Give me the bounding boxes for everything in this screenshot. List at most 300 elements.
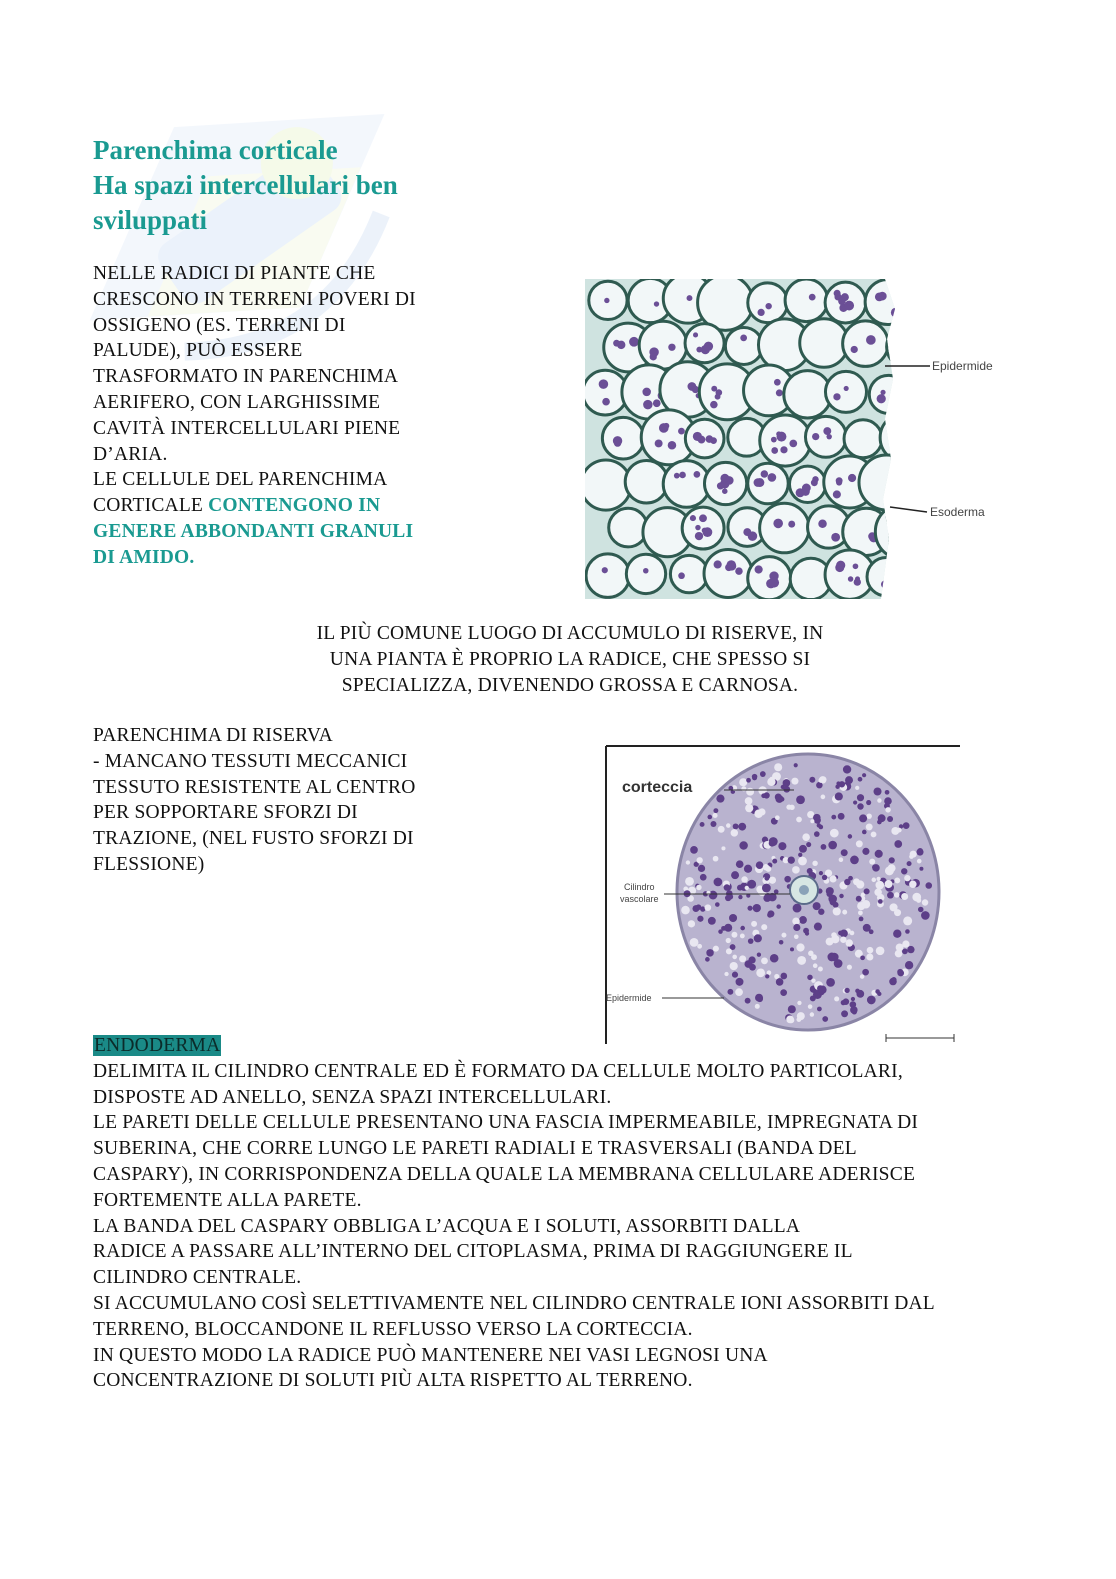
tissue-cell [811,978,815,982]
starch-granule [836,479,842,485]
tissue-cell [885,807,890,812]
label-corteccia: corteccia [622,779,693,796]
tissue-cell [894,878,900,884]
tissue-cell [887,816,893,822]
tissue-cell [796,795,805,804]
reserve-paragraph [270,621,870,698]
cell-shape [784,371,831,418]
tissue-cell [747,906,752,911]
tissue-cell [877,798,881,802]
starch-granule [668,441,677,450]
tissue-cell [869,859,875,865]
tissue-cell [797,1001,801,1005]
tissue-cell [821,795,826,800]
starch-granule [833,490,841,498]
tissue-cell [761,793,766,798]
starch-granule [844,301,854,311]
starch-granule [674,473,680,479]
tissue-cell [751,921,757,927]
tissue-cell [921,911,930,920]
tissue-cell [681,906,690,915]
tissue-cell [797,1012,805,1020]
section-heading [93,133,398,238]
tissue-cell [697,944,702,949]
tissue-cell [843,998,850,1005]
tissue-cell [885,790,890,795]
tissue-cell [716,795,724,803]
tissue-cell [848,834,853,839]
tissue-cell [896,943,904,951]
tissue-cell [756,861,764,869]
tissue-cell [736,860,744,868]
tissue-cell [876,877,880,881]
starch-granule [727,562,736,571]
tissue-cell [803,928,809,934]
starch-granule [642,388,651,397]
tissue-cell [774,889,779,894]
tissue-cell [905,961,913,969]
tissue-cell [724,924,732,932]
text-line: LA BANDA DEL CASPARY OBBLIGA L’ACQUA E I SOLUTI, ASSORBITI DALLA [93,1215,801,1237]
tissue-cell [818,909,824,915]
starch-granule [836,561,845,570]
text-line: OSSIGENO (ES. TERRENI DI [93,314,346,336]
tissue-cell [857,794,864,801]
tissue-cell [790,947,794,951]
text-line: CONCENTRAZIONE DI SOLUTI PIÙ ALTA RISPETTO AL TERRENO. [93,1370,693,1392]
starch-granule [851,346,858,353]
tissue-cell [756,968,765,977]
tissue-cell [850,1006,858,1014]
starch-granule [896,445,904,453]
text-line: FLESSIONE) [93,853,205,875]
starch-granule [844,386,849,391]
tissue-cell [799,845,807,853]
tissue-cell [831,815,836,820]
heading-line: Ha spazi intercellulari ben [93,170,398,200]
tissue-cell [762,884,771,893]
cell-shape [865,280,910,325]
tissue-cell [891,977,896,982]
starch-granule [866,335,876,345]
tissue-cell [842,910,847,915]
tissue-cell [726,823,731,828]
tissue-cell [822,875,827,880]
tissue-cell [780,973,787,980]
tissue-cell [685,877,694,886]
tissue-cell [858,910,863,915]
starch-granule [602,567,608,573]
cell-shape [869,375,907,413]
text-line: SPECIALIZZA, DIVENENDO GROSSA E CARNOSA. [341,674,799,696]
tissue-cell [745,797,753,805]
tissue-cell [813,902,821,910]
tissue-cell [860,974,865,979]
tissue-cell [874,888,882,896]
tissue-cell [894,840,902,848]
tissue-cell [859,814,867,822]
tissue-cell [925,882,932,889]
tissue-cell [713,813,718,818]
tissue-cell [840,937,846,943]
tissue-cell [786,1016,794,1024]
starch-granule [761,470,768,477]
starch-granule [701,345,710,354]
starch-granule [875,292,884,301]
tissue-cell [714,878,723,887]
tissue-cell [839,781,845,787]
tissue-cell [710,821,716,827]
cell-shape [704,549,752,597]
tissue-cell [826,887,834,895]
tissue-cell [872,864,877,869]
tissue-cell [794,763,798,767]
cell-shape [859,455,914,510]
tissue-cell [843,765,851,773]
label-cilindro: Cilindro [624,882,655,892]
starch-granule [629,337,639,347]
tissue-cell [764,876,769,881]
starch-granule [848,576,853,581]
label-vascolare: vascolare [620,894,659,904]
starch-granule [853,563,859,569]
tissue-cell [828,954,835,961]
starch-granule [706,435,714,443]
tissue-cell [863,924,871,932]
starch-granule [880,390,885,395]
tissue-cell [878,899,883,904]
tissue-cell [901,893,908,900]
text-line: CASPARY), IN CORRISPONDENZA DELLA QUALE LA MEMBRANA CELLULARE ADERISCE [93,1163,916,1185]
starch-granule [659,423,669,433]
tissue-cell [799,916,807,924]
tissue-cell [810,819,814,823]
intro-paragraph [93,261,416,571]
text-line: SI ACCUMULANO COSÌ SELETTIVAMENTE NEL CILINDRO CENTRALE IONI ASSORBITI DAL [93,1292,935,1314]
tissue-cell [700,822,705,827]
tissue-cell [812,861,817,866]
tissue-cell [708,917,716,925]
starch-granule [643,568,649,574]
tissue-cell [696,904,702,910]
tissue-cell [838,813,845,820]
text-line: IN QUESTO MODO LA RADICE PUÒ MANTENERE NEI VASI LEGNOSI UNA [93,1344,768,1366]
tissue-cell [875,881,884,890]
tissue-cell [910,851,917,858]
tissue-cell [909,881,916,888]
text-line: - MANCANO TESSUTI MECCANICI [93,750,408,772]
tissue-cell [791,778,798,785]
tissue-cell [878,814,886,822]
starch-granule [690,515,696,521]
tissue-cell [798,857,807,866]
tissue-cell [738,823,746,831]
starch-granule [912,427,917,432]
cell-shape [785,279,828,322]
cell-shape [844,420,882,458]
starch-granule [655,439,663,447]
tissue-cell [857,902,865,910]
tissue-cell [903,822,910,829]
highlight-line: GENERE ABBONDANTI GRANULI [93,520,414,542]
tissue-cell [705,957,710,962]
tissue-cell [816,782,822,788]
text-line: DISPOSTE AD ANELLO, SENZA SPAZI INTERCELLULARI. [93,1086,612,1108]
tissue-cell [857,803,863,809]
tissue-cell [736,978,744,986]
tissue-cell [807,868,813,874]
tissue-cell [738,895,742,899]
text-line: PER SOPPORTARE SFORZI DI [93,802,358,824]
tissue-cell [724,972,728,976]
highlight-text: CONTENGONO IN [208,495,381,517]
tissue-cell [713,808,718,813]
tissue-cell [745,886,749,890]
text-line: FORTEMENTE ALLA PARETE. [93,1189,362,1211]
tissue-cell [802,833,810,841]
tissue-cell [813,963,818,968]
tissue-cell [838,931,843,936]
cell-shape [625,460,668,503]
tissue-cell [850,856,859,865]
tissue-cell [891,827,899,835]
tissue-cell [732,972,738,978]
tissue-cell [846,939,853,946]
tissue-cell [896,931,901,936]
tissue-cell [739,778,747,786]
cell-shape [748,557,791,599]
text-line: TERRENO, BLOCCANDONE IL REFLUSSO VERSO LA CORTECCIA. [93,1318,693,1340]
tissue-cell [818,985,826,993]
starch-granule [780,446,787,453]
tissue-cell [830,899,837,906]
tissue-cell [793,924,800,931]
tissue-cell [814,831,820,837]
tissue-cell [797,956,806,965]
starch-granule [604,298,609,303]
tissue-cell [763,894,771,902]
tissue-cell [735,988,743,996]
tissue-cell [739,841,748,850]
tissue-cell [746,778,751,783]
tissue-cell [907,861,912,866]
starch-granule [831,533,840,542]
tissue-cell [853,801,857,805]
tissue-cell [872,878,877,883]
starch-granule [826,434,831,439]
tissue-cell [839,894,843,898]
text-line: PALUDE), PUÒ ESSERE [93,340,303,362]
tissue-cell [775,815,780,820]
tissue-cell [686,860,690,864]
text-line: PARENCHIMA DI RISERVA [93,725,333,746]
starch-granule [649,347,658,356]
starch-granule [668,344,675,351]
cell-shape [602,417,644,459]
tissue-cell [821,844,827,850]
tissue-cell [845,988,850,993]
cortical-parenchyma-micrograph [585,279,1005,599]
tissue-cell [796,817,802,823]
tissue-cell [877,992,881,996]
tissue-cell [715,902,720,907]
tissue-cell [698,865,705,872]
tissue-cell [792,866,800,874]
starch-granule [834,290,841,297]
starch-granule [679,472,686,479]
tissue-cell [907,946,914,953]
cell-shape [725,327,762,364]
tissue-cell [755,1004,760,1009]
starch-granule [735,567,743,575]
starch-granule [748,531,757,540]
tissue-cell [788,856,795,863]
tissue-cell [859,917,864,922]
tissue-cell [855,786,859,790]
tissue-cell [770,954,779,963]
cell-shape [867,558,905,596]
tissue-cell [748,956,755,963]
tissue-cell [780,989,787,996]
tissue-cell [697,857,703,863]
tissue-cell [798,853,802,857]
starch-granule [754,478,763,487]
tissue-cell [894,892,900,898]
reserve-parenchyma-text [93,723,416,878]
tissue-cell [761,957,768,964]
tissue-cell [813,814,821,822]
tissue-cell [841,1010,848,1017]
tissue-cell [769,840,776,847]
tissue-cell [772,859,777,864]
starch-granule [777,432,787,442]
starch-granule [855,576,860,581]
tissue-cell [806,842,811,847]
tissue-cell [781,933,786,938]
starch-granule [695,532,703,540]
tissue-cell [828,841,837,850]
tissue-cell [765,866,771,872]
starch-granule [833,393,840,400]
tissue-cell [888,864,896,872]
tissue-cell [739,955,746,962]
tissue-cell [862,830,867,835]
tissue-cell [887,892,894,899]
highlight-line: DI AMIDO. [93,546,195,568]
heading-line: Parenchima corticale [93,135,338,165]
tissue-cell [871,832,877,838]
tissue-cell [848,876,853,881]
tissue-cell [765,974,769,978]
starch-granule [771,447,778,454]
starch-granule [895,337,902,344]
tissue-cell [713,856,719,862]
starch-granule [617,341,625,349]
tissue-cell [789,805,794,810]
tissue-cell [740,926,745,931]
starch-granule [654,301,659,306]
tissue-cell [696,885,701,890]
tissue-cell [810,1012,814,1016]
tissue-cell [889,857,895,863]
starch-granule [891,308,901,318]
text-line: CRESCONO IN TERRENI POVERI DI [93,288,416,310]
tissue-cell [776,904,781,909]
tissue-cell [778,842,786,850]
label-epidermide-2: Epidermide [606,993,652,1003]
tissue-cell [758,808,765,815]
starch-granule [720,474,729,483]
tissue-cell [822,1016,828,1022]
tissue-cell [847,965,852,970]
tissue-cell [867,947,874,954]
heading-line: sviluppati [93,205,208,235]
tissue-cell [808,1004,813,1009]
tissue-cell [826,978,835,987]
starch-granule [699,514,707,522]
tissue-cell [788,1005,796,1013]
tissue-cell [866,800,871,805]
tissue-cell [885,880,893,888]
cell-shape [586,554,630,598]
starch-granule [717,482,724,489]
starch-granule [769,578,779,588]
tissue-cell [740,934,745,939]
tissue-cell [776,978,784,986]
starch-granule [801,487,809,495]
tissue-cell [855,989,860,994]
cell-shape [843,321,889,367]
tissue-cell [856,840,863,847]
tissue-cell [748,938,754,944]
starch-granule [889,429,897,437]
cell-shape [800,319,848,367]
text-line: TRASFORMATO IN PARENCHIMA [93,366,399,388]
tissue-cell [831,935,839,943]
tissue-cell [767,912,772,917]
tissue-cell [760,771,766,777]
tissue-cell [830,829,839,838]
starch-granule [848,474,856,482]
tissue-cell [845,776,853,784]
tissue-cell [919,867,923,871]
tissue-cell [724,884,730,890]
starch-granule [722,488,728,494]
tissue-cell [884,797,892,805]
starch-granule [771,437,777,443]
tissue-cell [814,923,822,931]
starch-granule [693,432,702,441]
tissue-cell [688,920,695,927]
tissue-cell [922,899,928,905]
tissue-cell [897,969,903,975]
tissue-cell [835,792,843,800]
tissue-cell [746,788,754,796]
text-line: IL PIÙ COMUNE LUOGO DI ACCUMULO DI RISERVE, IN [316,623,824,644]
tissue-cell [784,876,791,883]
tissue-cell [741,876,747,882]
text-line: NELLE RADICI DI PIANTE CHE [93,263,376,284]
tissue-cell [904,875,910,881]
text-line: LE PARETI DELLE CELLULE PRESENTANO UNA FASCIA IMPERMEABILE, IMPREGNATA DI [93,1112,919,1134]
starch-granule [765,303,771,309]
text-line: LE CELLULE DEL PARENCHIMA [93,469,388,491]
endoderma-label: ENDODERMA [94,1035,221,1056]
tissue-cell [753,904,761,912]
cell-shape [626,554,665,593]
tissue-cell [830,875,837,882]
tissue-cell [867,996,876,1005]
